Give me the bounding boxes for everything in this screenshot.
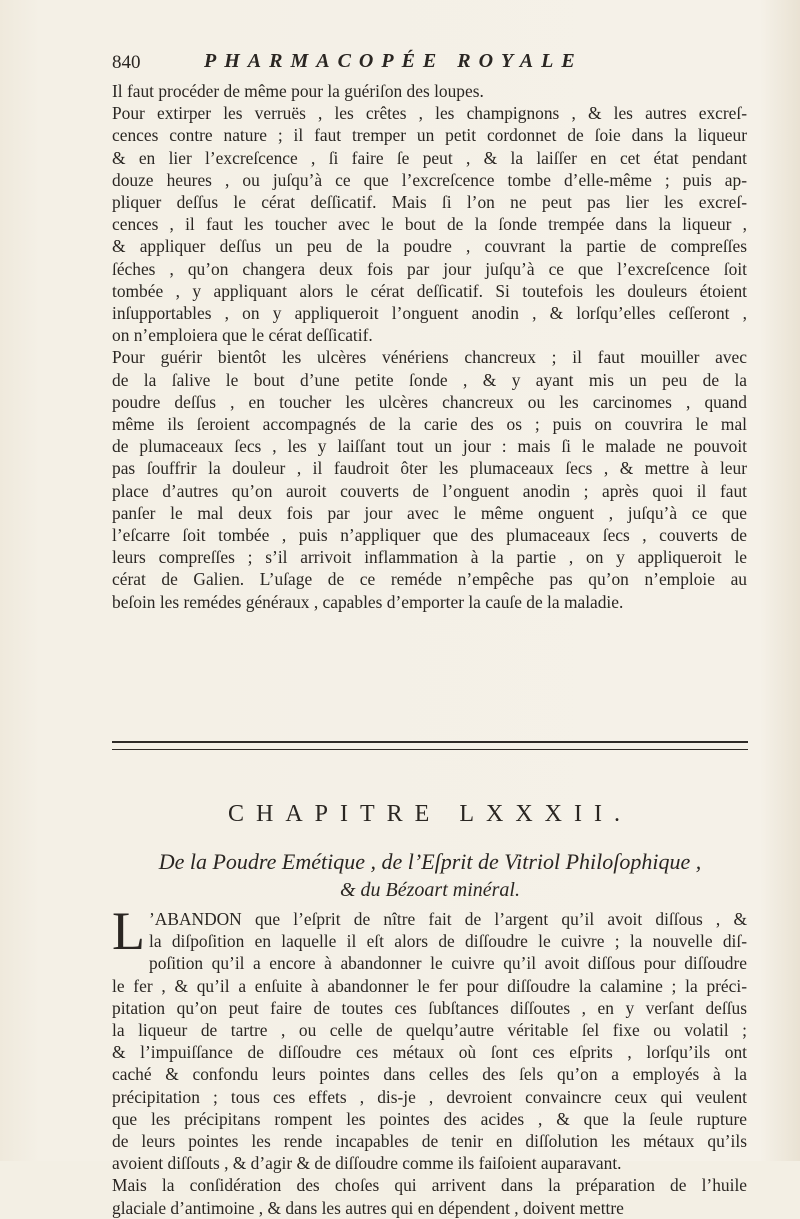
text-line: glaciale d’antimoine , & dans les autres qui en dépendent , doivent mettre — [112, 1197, 624, 1218]
text-line: même ils ſeroient accompagnés de la carie des os ; puis on couvrira le mal — [112, 414, 747, 435]
page-header — [112, 48, 742, 78]
text-line: tombée , y appliquant alors le cérat deſſicatif. Si toutefois les douleurs étoient — [112, 280, 747, 301]
text-line: cérat de Galien. L’uſage de ce reméde n’empêche pas qu’on n’emploie au — [112, 569, 747, 590]
text-line: on n’emploiera que le cérat deſſicatif. — [112, 325, 373, 346]
text-line: pas ſouffrir la douleur , il faudroit ôter les plumaceaux ſecs , & mettre à leur — [112, 458, 747, 479]
text-line: caché & confondu leurs pointes dans celles des ſels qu’on a employés à la — [112, 1064, 747, 1085]
text-line: ’ABANDON que l’eſprit de nître fait de l’argent qu’il avoit diſſous , & — [149, 909, 747, 929]
chapter-title-line-2: & du Bézoart minéral. — [340, 879, 520, 901]
text-line: Mais la conſidération des choſes qui arrivent dans la préparation de l’huile — [112, 1175, 747, 1196]
text-line: douze heures , ou juſqu’à ce que l’excreſcence tombe d’elle-même ; puis ap- — [112, 169, 747, 190]
text-line: de plumaceaux ſecs , les y laiſſant tout un jour : mais ſi le malade ne pouvoit — [112, 436, 747, 457]
text-line: cences contre nature ; il faut tremper un petit cordonnet de ſoie dans la liqueur — [112, 125, 747, 146]
section-divider — [112, 741, 748, 750]
text-line: Pour extirper les verruës , les crêtes , les champignons , & les autres excreſ- — [112, 103, 747, 124]
page-number: 840 — [112, 52, 141, 73]
text-line: de la ſalive le bout d’une petite ſonde , & y ayant mis un peu de la — [112, 369, 747, 390]
text-line: Il faut procéder de même pour la guériſon des loupes. — [112, 81, 484, 101]
text-line: & l’impuiſſance de diſſoudre ces métaux où ſont ces eſprits , lorſqu’ils ont — [112, 1042, 747, 1063]
text-line: poſition qu’il a encore à abandonner le cuivre qu’il avoit diſſous pour diſſoudre — [149, 953, 747, 974]
drop-cap: L — [112, 901, 145, 961]
text-line: place d’autres qu’on auroit couverts de l’onguent anodin ; après quoi il faut — [112, 480, 747, 501]
chapter-heading: CHAPITRE LXXXII. — [228, 801, 632, 827]
running-title: PHARMACOPÉE ROYALE — [204, 50, 583, 72]
text-line: & appliquer deſſus un peu de la poudre , couvrant la partie de compreſſes — [112, 236, 747, 257]
text-line: la diſpoſition en laquelle il eſt alors de diſſoudre le cuivre ; la nouvelle diſ- — [149, 931, 747, 952]
text-line: l’eſcarre ſoit tombée , puis n’appliquer que des plumaceaux ſecs , couverts de — [112, 525, 747, 546]
body-text-section-2 — [112, 901, 747, 1219]
text-line: pitation qu’on peut faire de toutes ces ſubſtances diſſoutes , en y verſant deſſus — [112, 997, 747, 1018]
text-line: & en lier l’excreſcence , ſi faire ſe peut , & la laiſſer en cet état pendant — [112, 147, 747, 168]
text-line: Pour guérir bientôt les ulcères vénériens chancreux ; il faut mouiller avec — [112, 347, 747, 368]
text-line: pliquer deſſus le cérat deſſicatif. Mais ſi l’on ne peut pas lier les excreſ- — [112, 192, 747, 213]
text-line: précipitation ; tous ces effets , dis-je , devroient convaincre ceux qui veulent — [112, 1086, 747, 1107]
body-text-section-1 — [112, 80, 747, 613]
text-line: ſéches , qu’on changera deux fois par jour juſqu’à ce que l’excreſcence ſoit — [112, 258, 747, 279]
text-line: leurs compreſſes ; s’il arrivoit inflammation à la partie , on y appliqueroit le — [112, 547, 747, 568]
text-line: que les précipitans rompent les pointes des acides , & que la ſeule rupture — [112, 1108, 747, 1129]
text-line: le fer , & qu’il a enſuite à abandonner le fer pour diſſoudre la calamine ; la préci- — [112, 975, 747, 996]
chapter-title-line-1: De la Poudre Emétique , de l’Eſprit de Vitriol Philoſophique , — [158, 849, 702, 874]
text-line: beſoin les remédes généraux , capables d’emporter la cauſe de la maladie. — [112, 591, 624, 612]
text-line: inſupportables , on y appliqueroit l’onguent anodin , & lorſqu’elles ceſſeront , — [112, 303, 747, 324]
text-line: poudre deſſus , en toucher les ulcères chancreux ou les carcinomes , quand — [112, 391, 747, 412]
text-line: avoient diſſouts , & d’agir & de diſſoudre comme ils faiſoient auparavant. — [112, 1153, 622, 1174]
text-line: de leurs pointes les rende incapables de tenir en diſſolution les métaux qu’ils — [112, 1131, 747, 1152]
text-line: cences , il faut les toucher avec le bout de la ſonde trempée dans la liqueur , — [112, 214, 747, 235]
text-line: la liqueur de tartre , ou celle de quelqu’autre véritable ſel fixe ou volatil ; — [112, 1020, 747, 1041]
text-line: panſer le mal deux fois par jour avec le même onguent , juſqu’à ce que — [112, 502, 747, 523]
